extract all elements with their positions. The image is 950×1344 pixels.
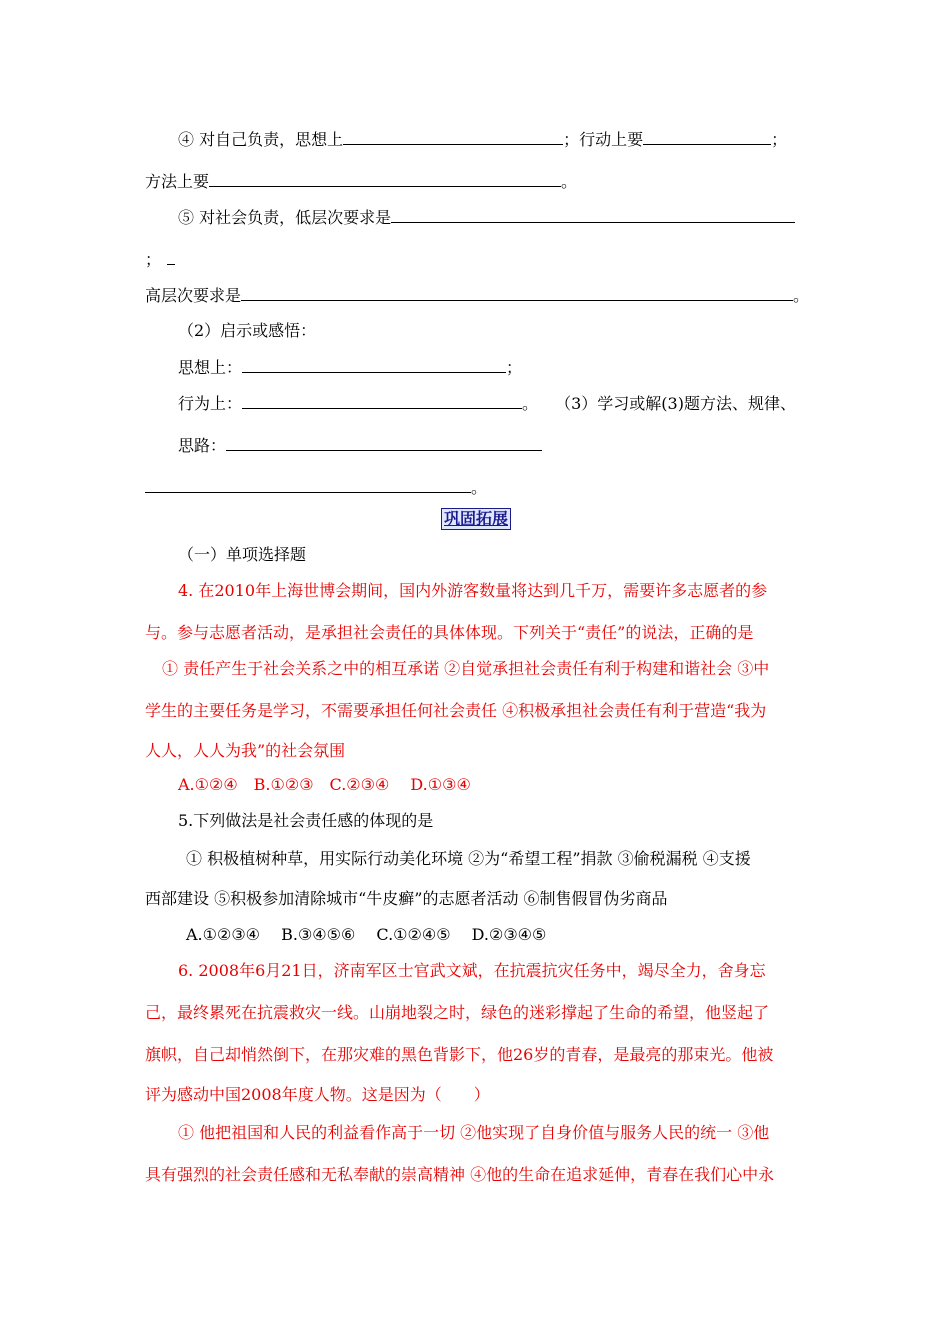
subheading: （一）单项选择题 [178, 545, 307, 564]
q5-line3: 西部建设 ⑤积极参加清除城市“牛皮癣”的志愿者活动 ⑥制售假冒伪劣商品 [145, 889, 668, 908]
item5-semicolon: ； [145, 250, 162, 269]
q4-line1: 4. 在2010年上海世博会期间，国内外游客数量将达到几千万，需要许多志愿者的参 [178, 581, 768, 600]
blank-high-level[interactable] [241, 284, 793, 301]
thought-label: 思想上： [178, 358, 243, 377]
q6-line4: 评为感动中国2008年度人物。这是因为（ ） [145, 1085, 490, 1104]
thought-line [178, 356, 522, 379]
blank-path-2[interactable] [145, 476, 471, 493]
blank-insight-thought[interactable] [242, 356, 506, 373]
q4-options: A.①②④ B.①②③ C.②③④ D.①③④ [178, 775, 471, 794]
item4-method-end: 。 [561, 172, 578, 191]
item5-line1 [178, 206, 795, 229]
item4-text: ④ 对自己负责，思想上 [178, 130, 344, 149]
q5-line1: 5.下列做法是社会责任感的体现的是 [178, 811, 434, 830]
blank-low-level[interactable] [391, 206, 795, 223]
section-heading: 巩固拓展 [441, 508, 511, 530]
method-label: （3）学习或解(3)题方法、规律、 [555, 394, 796, 413]
q6-line2: 己，最终累死在抗震救灾一线。山崩地裂之时，绿色的迷彩撑起了生命的希望，他竖起了 [145, 1003, 770, 1022]
action-label: 行为上： [178, 394, 243, 413]
q5-options: A.①②③④ B.③④⑤⑥ C.①②④⑤ D.②③④⑤ [186, 925, 547, 944]
item5-high-label: 高层次要求是 [145, 286, 242, 305]
thought-end: ； [506, 358, 523, 377]
q6-line6: 具有强烈的社会责任感和无私奉献的崇高精神 ④他的生命在追求延伸，青春在我们心中永 [145, 1165, 775, 1184]
item4-line1 [178, 128, 787, 151]
q4-line3: ① 责任产生于社会关系之中的相互承诺 ②自觉承担社会责任有利于构建和谐社会 ③中 [162, 659, 770, 678]
q6-line3: 旗帜，自己却悄然倒下，在那灾难的黑色背影下，他26岁的青春，是最亮的那束光。他被 [145, 1045, 774, 1064]
item4-line2 [145, 170, 577, 193]
blank-short[interactable] [167, 248, 175, 265]
item5-line3 [145, 284, 809, 307]
q4-line2: 与。参与志愿者活动，是承担社会责任的具体体现。下列关于“责任”的说法，正确的是 [145, 623, 754, 642]
blank-insight-action[interactable] [242, 392, 522, 409]
item5-line2 [145, 248, 175, 271]
blank-thought[interactable] [343, 128, 563, 145]
item4-method-label: 方法上要 [145, 172, 210, 191]
insight-label: （2）启示或感悟： [178, 321, 317, 340]
item5-high-end: 。 [793, 286, 810, 305]
q4-line5: 人人，人人为我”的社会氛围 [145, 741, 346, 760]
blank-method[interactable] [209, 170, 561, 187]
q6-line1: 6. 2008年6月21日，济南军区士官武文斌，在抗震抗灾任务中，竭尽全力，舍身忘 [178, 961, 766, 980]
blank-action[interactable] [643, 128, 771, 145]
q5-line2: ① 积极植树种草，用实际行动美化环境 ②为“希望工程”捐款 ③偷税漏税 ④支援 [186, 849, 751, 868]
path-line2 [145, 476, 487, 499]
insight-heading [178, 320, 316, 342]
action-line [178, 392, 796, 415]
action-end: 。 [522, 394, 539, 413]
path-label: 思路： [178, 436, 227, 455]
blank-path[interactable] [226, 434, 542, 451]
q6-line5: ① 他把祖国和人民的利益看作高于一切 ②他实现了自身价值与服务人民的统一 ③他 [178, 1123, 770, 1142]
item5-text: ⑤ 对社会负责，低层次要求是 [178, 208, 392, 227]
path-line [178, 434, 542, 457]
q4-line4: 学生的主要任务是学习，不需要承担任何社会责任 ④积极承担社会责任有利于营造“我为 [145, 701, 767, 720]
item4-text-action: ；行动上要 [563, 130, 644, 149]
path-end: 。 [471, 478, 488, 497]
item4-text-end: ； [771, 130, 788, 149]
